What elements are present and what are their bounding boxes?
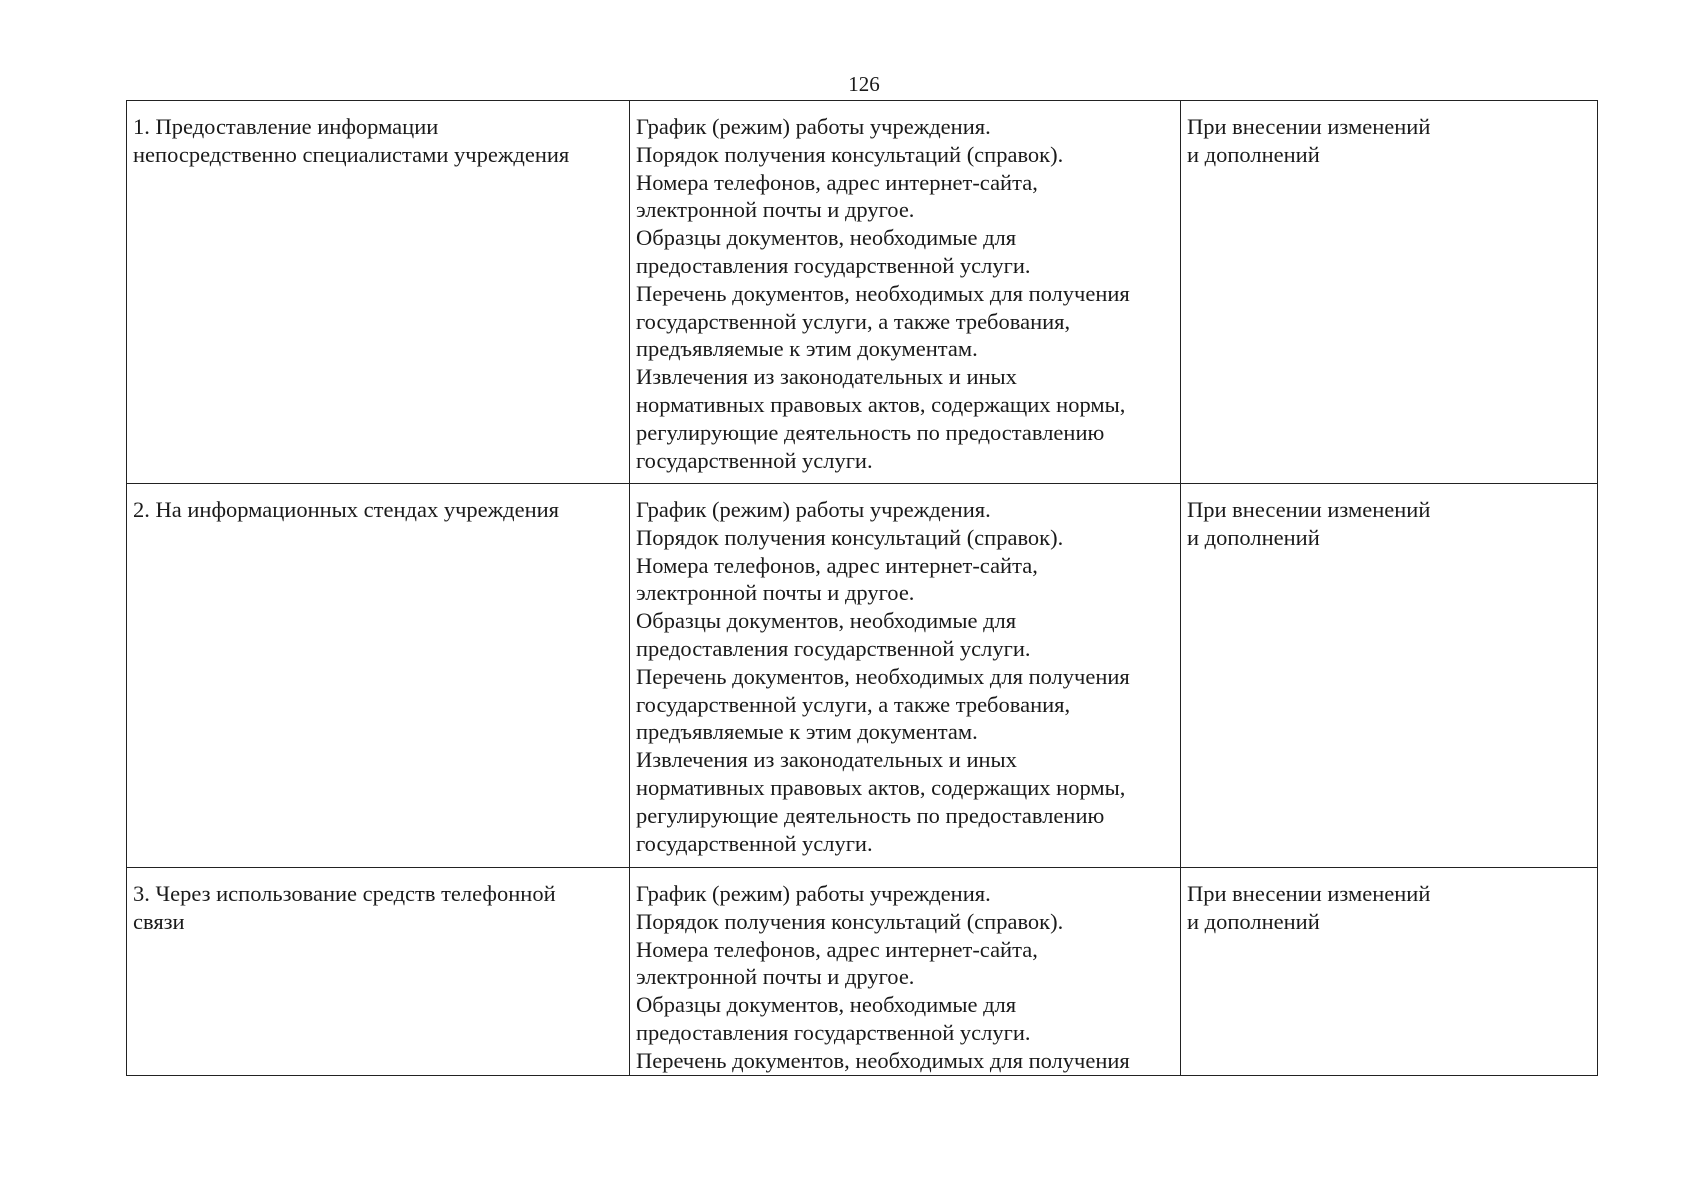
frequency-cell-line: При внесении изменений <box>1187 497 1431 522</box>
content-cell <box>630 101 1181 484</box>
table-row <box>127 101 1598 484</box>
method-cell <box>127 484 630 868</box>
content-cell-line: электронной почты и другое. <box>636 964 915 990</box>
content-cell-line: Образцы документов, необходимые для <box>636 608 1017 634</box>
content-cell-line: государственной услуги. <box>636 830 873 856</box>
content-cell-line: предоставления государственной услуги. <box>636 252 1031 278</box>
frequency-cell <box>1181 101 1598 484</box>
content-cell-line: предоставления государственной услуги. <box>636 1019 1031 1045</box>
content-cell-line: предоставления государственной услуги. <box>636 635 1031 661</box>
content-cell-line: Перечень документов, необходимых для получения <box>636 1047 1130 1073</box>
content-cell-line: Извлечения из законодательных и иных <box>636 747 1017 773</box>
content-cell-line: Порядок получения консультаций (справок). <box>636 908 1064 934</box>
method-cell-line: 2. На информационных стендах учреждения <box>133 497 560 522</box>
content-cell-line: регулирующие деятельность по предоставлению <box>636 419 1105 445</box>
method-cell-line: связи <box>133 908 185 934</box>
method-cell-line: 1. Предоставление информации <box>133 114 439 139</box>
content-cell-line: Извлечения из законодательных и иных <box>636 364 1017 390</box>
frequency-cell <box>1181 868 1598 1076</box>
information-table <box>126 100 1598 1076</box>
content-cell-line: Образцы документов, необходимые для <box>636 225 1017 251</box>
method-cell-line: непосредственно специалистами учреждения <box>133 141 570 167</box>
content-cell-line: Порядок получения консультаций (справок). <box>636 524 1064 550</box>
content-cell-line: График (режим) работы учреждения. <box>636 114 991 139</box>
content-cell-line: государственной услуги, а также требования, <box>636 691 1071 717</box>
content-cell-line: государственной услуги. <box>636 447 873 473</box>
content-cell-line: предъявляемые к этим документам. <box>636 719 978 745</box>
content-cell-line: Порядок получения консультаций (справок). <box>636 141 1064 167</box>
page-number: 126 <box>848 72 880 96</box>
frequency-cell-line: При внесении изменений <box>1187 114 1431 139</box>
content-cell-line: Номера телефонов, адрес интернет-сайта, <box>636 552 1038 578</box>
content-cell-line: График (режим) работы учреждения. <box>636 497 991 522</box>
frequency-cell-line: и дополнений <box>1187 524 1320 550</box>
content-cell-line: График (режим) работы учреждения. <box>636 881 991 906</box>
content-cell-line: электронной почты и другое. <box>636 197 915 223</box>
content-cell-line: Перечень документов, необходимых для получения <box>636 663 1130 689</box>
content-cell-line: Перечень документов, необходимых для получения <box>636 280 1130 306</box>
content-cell-line: нормативных правовых актов, содержащих нормы, <box>636 774 1126 800</box>
content-cell-line: государственной услуги, а также требования, <box>636 308 1071 334</box>
content-cell <box>630 868 1181 1076</box>
content-cell-line: нормативных правовых актов, содержащих нормы, <box>636 391 1126 417</box>
method-cell <box>127 101 630 484</box>
frequency-cell-line: и дополнений <box>1187 141 1320 167</box>
content-cell-line: электронной почты и другое. <box>636 580 915 606</box>
content-cell-line: предъявляемые к этим документам. <box>636 336 978 362</box>
frequency-cell-line: и дополнений <box>1187 908 1320 934</box>
method-cell <box>127 868 630 1076</box>
method-cell-line: 3. Через использование средств телефонной <box>133 881 556 906</box>
frequency-cell <box>1181 484 1598 868</box>
content-cell-line: регулирующие деятельность по предоставлению <box>636 802 1105 828</box>
content-cell-line: Номера телефонов, адрес интернет-сайта, <box>636 936 1038 962</box>
table-row <box>127 868 1598 1076</box>
table-row <box>127 484 1598 868</box>
content-cell-line: Образцы документов, необходимые для <box>636 992 1017 1018</box>
content-cell-line: Номера телефонов, адрес интернет-сайта, <box>636 169 1038 195</box>
content-cell <box>630 484 1181 868</box>
table-body <box>127 101 1598 1076</box>
frequency-cell-line: При внесении изменений <box>1187 881 1431 906</box>
